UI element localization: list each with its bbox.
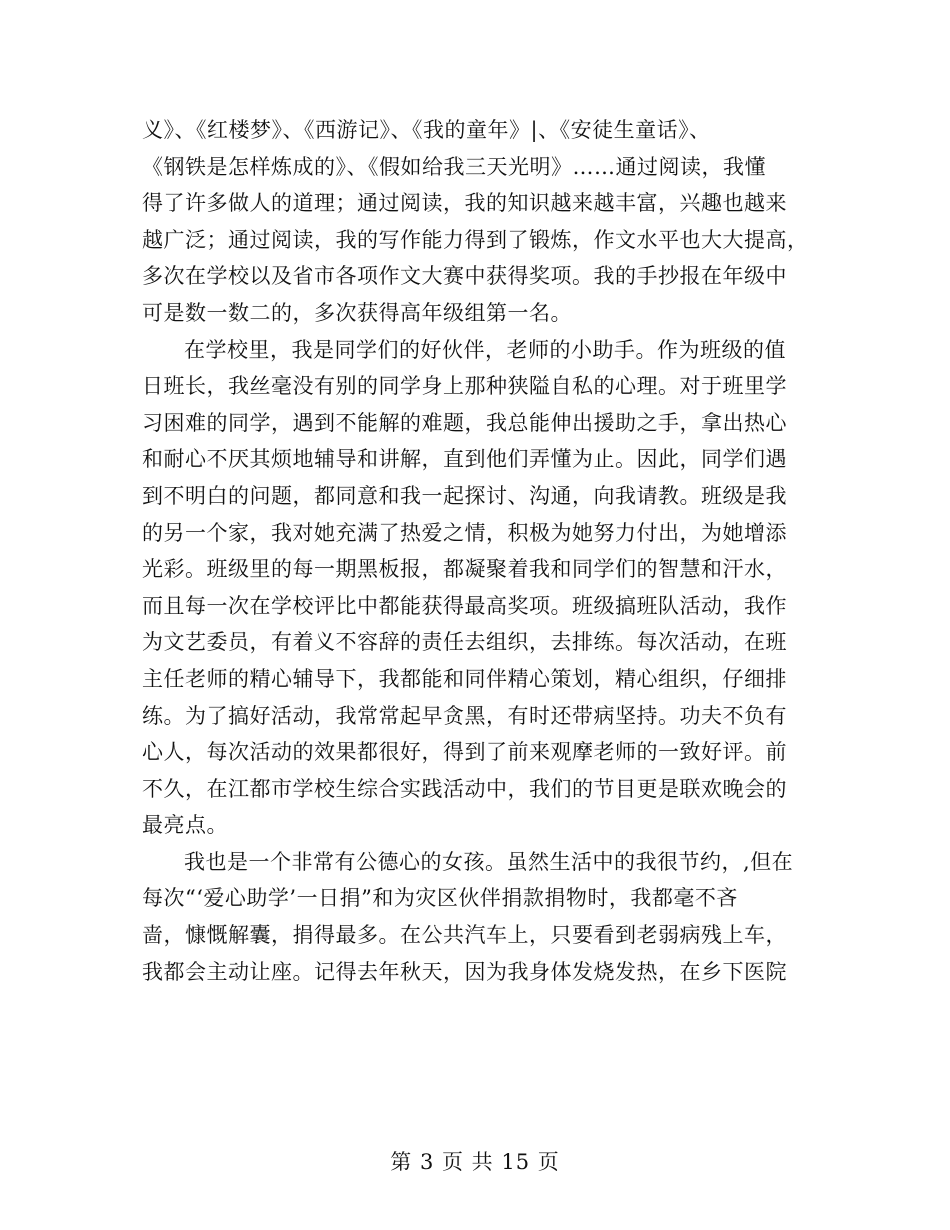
text-line: 不久，在江都市学校生综合实践活动中，我们的节目更是联欢晚会的 xyxy=(142,776,787,801)
document-body xyxy=(142,112,812,990)
text-line: 啬，慷慨解囊，捐得最多。在公共汽车上，只要看到老弱病残上车， xyxy=(142,923,787,948)
text-line: 《钢铁是怎样炼成的》、《假如给我三天光明》……通过阅读，我懂 xyxy=(142,154,766,179)
text-line: 多次在学校以及省市各项作文大赛中获得奖项。我的手抄报在年级中 xyxy=(142,264,787,289)
text-line: 的另一个家，我对她充满了热爱之情，积极为她努力付出，为她增添 xyxy=(142,520,787,545)
text-line: 习困难的同学，遇到不能解的难题，我总能伸出援助之手，拿出热心 xyxy=(142,410,787,435)
text-line: 心人，每次活动的效果都很好，得到了前来观摩老师的一致好评。前 xyxy=(142,740,787,765)
text-line: 我都会主动让座。记得去年秋天，因为我身体发烧发热，在乡下医院 xyxy=(142,959,787,984)
text-line: 主任老师的精心辅导下，我都能和同伴精心策划，精心组织，仔细排 xyxy=(142,666,787,691)
text-line: 而且每一次在学校评比中都能获得最高奖项。班级搞班队活动，我作 xyxy=(142,593,787,618)
text-line: 得了许多做人的道理；通过阅读，我的知识越来越丰富，兴趣也越来 xyxy=(142,191,787,216)
text-line: 义》、《红楼梦》、《西游记》、《我的童年》|、《安徒生童话》、 xyxy=(142,118,711,142)
page-number-footer: 第 3 页 共 15 页 xyxy=(390,1150,560,1174)
text-line: 越广泛；通过阅读，我的写作能力得到了锻炼，作文水平也大大提高， xyxy=(142,227,809,252)
paragraph-start-line: 我也是一个非常有公德心的女孩。虽然生活中的我很节约，,但在 xyxy=(184,849,794,874)
text-line: 可是数一数二的，多次获得高年级组第一名。 xyxy=(142,300,572,325)
text-line: 为文艺委员，有着义不容辞的责任去组织，去排练。每次活动，在班 xyxy=(142,630,787,655)
text-line: 到不明白的问题，都同意和我一起探讨、沟通，向我请教。班级是我 xyxy=(142,483,787,508)
text-line: 日班长，我丝毫没有别的同学身上那种狭隘自私的心理。对于班里学 xyxy=(142,374,787,399)
text-line: 光彩。班级里的每一期黑板报，都凝聚着我和同学们的智慧和汗水， xyxy=(142,557,787,582)
text-line: 每次“‘爱心助学’一日捐”和为灾区伙伴捐款捐物时，我都毫不吝 xyxy=(142,886,738,911)
text-line: 和耐心不厌其烦地辅导和讲解，直到他们弄懂为止。因此，同学们遇 xyxy=(142,447,787,472)
text-line: 最亮点。 xyxy=(142,813,228,838)
text-line: 练。为了搞好活动，我常常起早贪黑，有时还带病坚持。功夫不负有 xyxy=(142,703,787,728)
paragraph-start-line: 在学校里，我是同学们的好伙伴，老师的小助手。作为班级的值 xyxy=(184,337,786,362)
